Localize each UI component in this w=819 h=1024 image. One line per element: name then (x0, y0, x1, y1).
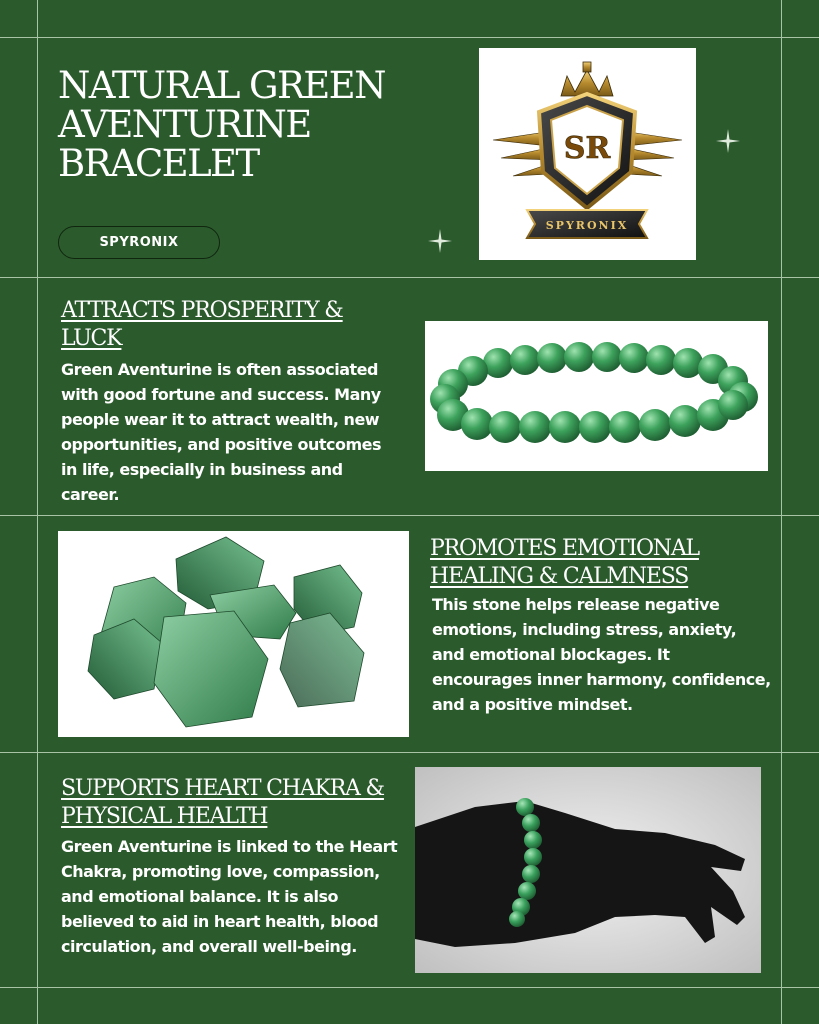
logo-wordmark: SPYRONIX (545, 219, 629, 232)
section-body-prosperity: Green Aventurine is often associated with good fortune and success. Many people wear it to attract wealth, new opportunities, and positive outcomes in life, especially in business and career. (61, 360, 382, 504)
section-body-heart: Green Aventurine is linked to the Heart Chakra, promoting love, compassion, and emotional balance. It is also believed to aid in heart health, blood circulation, and overall well-being. (61, 837, 398, 956)
grid-line-right (781, 0, 782, 1024)
grid-line-left (37, 0, 38, 1024)
page-title: NATURAL GREEN AVENTURINE BRACELET (58, 64, 385, 185)
section-title-emotional: PROMOTES EMOTIONAL HEALING & CALMNESS (430, 536, 699, 589)
brand-pill: SPYRONIX (58, 226, 220, 259)
stone-cluster (88, 537, 364, 727)
grid-line-3 (0, 752, 819, 753)
bracelet-beads (430, 342, 758, 443)
brand-logo (479, 48, 696, 260)
section-body-emotional: This stone helps release negative emotions, including stress, anxiety, and emotional blockages. It encourages inner harmony, confidence, and a positive mindset. (432, 595, 771, 714)
section-title-prosperity: ATTRACTS PROSPERITY & LUCK (61, 298, 343, 351)
logo-monogram: SR (563, 131, 611, 166)
grid-line-top (0, 37, 819, 38)
raw-stones-photo (58, 531, 409, 737)
sparkle-icon (428, 229, 452, 253)
grid-line-2 (0, 515, 819, 516)
grid-line-1 (0, 277, 819, 278)
grid-line-bottom (0, 987, 819, 988)
sparkle-icon (716, 129, 740, 153)
crown-icon (561, 62, 613, 96)
bead-bracelet-photo (425, 321, 768, 471)
section-title-heart: SUPPORTS HEART CHAKRA & PHYSICAL HEALTH (61, 776, 384, 829)
bracelet-on-hand-photo (415, 767, 761, 973)
